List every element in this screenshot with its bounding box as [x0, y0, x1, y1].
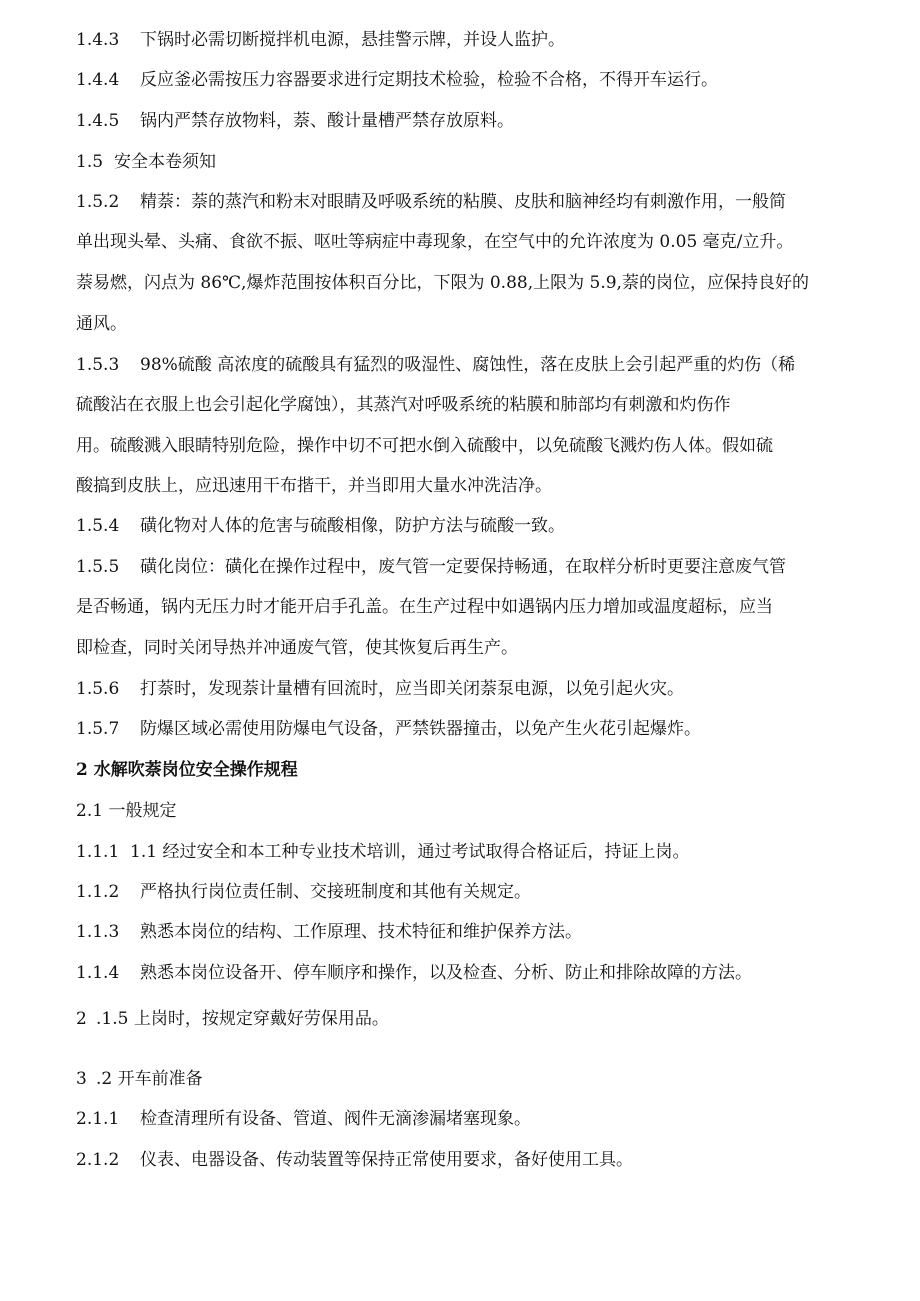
section-heading-3-2 — [76, 1069, 203, 1089]
chapter-title: 2 水解吹萘岗位安全操作规程 — [76, 760, 298, 780]
clause-text: 98%硫酸 高浓度的硫酸具有猛烈的吸湿性、腐蚀性，落在皮肤上会引起严重的灼伤（稀 — [140, 355, 796, 375]
clause-text: 是否畅通，锅内无压力时才能开启手孔盖。在生产过程中如遇锅内压力增加或温度超标，应当 — [76, 597, 773, 617]
section-heading-1-5 — [76, 152, 216, 172]
clause-number: 1.4.3 — [76, 30, 120, 50]
paragraph-line — [76, 273, 809, 293]
clause-text: 酸搞到皮肤上，应迅速用干布揩干，并当即用大量水冲洗洁净。 — [76, 476, 552, 496]
clause-number: 1.5.5 — [76, 557, 120, 577]
clause-text: 1.1 经过安全和本工种专业技术培训，通过考试取得合格证后，持证上岗。 — [130, 842, 690, 862]
clause-2-1-5 — [76, 1009, 389, 1029]
clause-1-5-4 — [76, 516, 565, 536]
clause-number: 1.1.3 — [76, 922, 120, 942]
section-number: 3 — [76, 1069, 87, 1089]
clause-number: 1.5.6 — [76, 679, 120, 699]
clause-number: 2.1.1 — [76, 1109, 120, 1129]
clause-1-1-4 — [76, 963, 752, 983]
section-number: 1.5 — [76, 152, 104, 172]
clause-1-4-3 — [76, 30, 565, 50]
clause-text: 用。硫酸溅入眼睛特别危险，操作中切不可把水倒入硫酸中，以免硫酸飞溅灼伤人体。假如硫 — [76, 436, 773, 456]
section-heading-2-1 — [76, 801, 176, 821]
clause-number: 1.1.2 — [76, 882, 120, 902]
clause-number: 1.5.2 — [76, 192, 120, 212]
clause-text: 精萘：萘的蒸汽和粉末对眼睛及呼吸系统的粘膜、皮肤和脑神经均有刺激作用，一般简 — [140, 192, 786, 212]
paragraph-line — [76, 395, 731, 415]
clause-2-1-1 — [76, 1109, 531, 1129]
clause-text: 单出现头晕、头痛、食欲不振、呕吐等病症中毒现象，在空气中的允许浓度为 0.05 毫克/立升。 — [76, 232, 794, 252]
clause-text: 防爆区域必需使用防爆电气设备，严禁铁器撞击，以免产生火花引起爆炸。 — [140, 719, 701, 739]
clause-text: .1.5 上岗时，按规定穿戴好劳保用品。 — [96, 1009, 389, 1029]
clause-number: 1.1.1 — [76, 842, 120, 862]
paragraph-line — [76, 638, 518, 658]
clause-number: 1.1.4 — [76, 963, 120, 983]
clause-1-5-2 — [76, 192, 786, 212]
clause-1-4-5 — [76, 111, 514, 131]
clause-text: 熟悉本岗位的结构、工作原理、技术特征和维护保养方法。 — [140, 922, 582, 942]
paragraph-line — [76, 597, 773, 617]
clause-text: 磺化岗位：磺化在操作过程中，废气管一定要保持畅通，在取样分析时更要注意废气管 — [140, 557, 786, 577]
clause-text: 硫酸沾在衣服上也会引起化学腐蚀），其蒸汽对呼吸系统的粘膜和肺部均有刺激和灼伤作 — [76, 395, 731, 415]
clause-text: 萘易燃，闪点为 86℃,爆炸范围按体积百分比，下限为 0.88,上限为 5.9,萘的岗位，应保持良好的 — [76, 273, 809, 293]
paragraph-line — [76, 436, 773, 456]
clause-1-1-3 — [76, 922, 582, 942]
clause-1-4-4 — [76, 70, 718, 90]
section-title: 2.1 一般规定 — [76, 801, 177, 821]
clause-text: 锅内严禁存放物料，萘、酸计量槽严禁存放原料。 — [140, 111, 514, 131]
clause-text: 反应釜必需按压力容器要求进行定期技术检验，检验不合格，不得开车运行。 — [140, 70, 718, 90]
clause-number: 1.4.4 — [76, 70, 120, 90]
paragraph-line — [76, 232, 793, 252]
clause-text: 打萘时，发现萘计量槽有回流时，应当即关闭萘泵电源，以免引起火灾。 — [140, 679, 684, 699]
section-title: .2 开车前准备 — [96, 1069, 203, 1089]
clause-text: 熟悉本岗位设备开、停车顺序和操作，以及检查、分析、防止和排除故障的方法。 — [140, 963, 752, 983]
clause-number: 1.5.7 — [76, 719, 120, 739]
clause-number: 1.5.3 — [76, 355, 120, 375]
clause-text: 严格执行岗位责任制、交接班制度和其他有关规定。 — [140, 882, 531, 902]
clause-1-5-6 — [76, 679, 684, 699]
clause-number: 2 — [76, 1009, 87, 1029]
clause-text: 检查清理所有设备、管道、阀件无滴渗漏堵塞现象。 — [140, 1109, 531, 1129]
clause-1-5-5 — [76, 557, 786, 577]
clause-1-5-3 — [76, 355, 795, 375]
clause-number: 2.1.2 — [76, 1150, 120, 1170]
clause-text: 即检查，同时关闭导热并冲通废气管，使其恢复后再生产。 — [76, 638, 518, 658]
clause-2-1-2 — [76, 1150, 633, 1170]
chapter-heading — [76, 760, 298, 780]
clause-1-1-1 — [76, 842, 689, 862]
paragraph-line — [76, 314, 127, 334]
clause-text: 通风。 — [76, 314, 127, 334]
clause-1-5-7 — [76, 719, 701, 739]
clause-text: 下锅时必需切断搅拌机电源，悬挂警示牌，并设人监护。 — [140, 30, 565, 50]
clause-number: 1.5.4 — [76, 516, 120, 536]
clause-1-1-2 — [76, 882, 531, 902]
clause-text: 仪表、电器设备、传动装置等保持正常使用要求，备好使用工具。 — [140, 1150, 633, 1170]
clause-number: 1.4.5 — [76, 111, 120, 131]
section-title: 安全本卷须知 — [114, 152, 216, 172]
clause-text: 磺化物对人体的危害与硫酸相像，防护方法与硫酸一致。 — [140, 516, 565, 536]
paragraph-line — [76, 476, 552, 496]
